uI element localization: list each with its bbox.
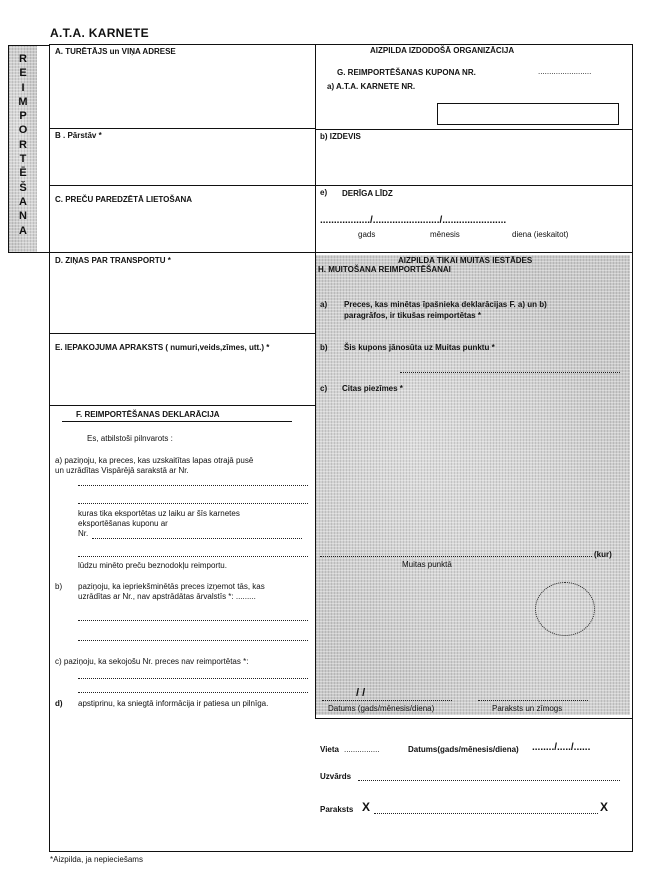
decl-k-dot[interactable] xyxy=(92,538,302,539)
decl-a-line1: a) paziņoju, ka preces, kas uzskaitītas lapas otrajā pusē xyxy=(55,456,254,465)
footnote: *Aizpilda, ja nepieciešams xyxy=(50,855,143,864)
customs-header: AIZPILDA TIKAI MUITAS IESTĀDES xyxy=(398,256,533,265)
section-c-label: C. PREČU PAREDZĒTĀ LIETOŠANA xyxy=(55,195,193,204)
customs-date-marks[interactable]: / / xyxy=(356,687,366,699)
g-dots: ........................ xyxy=(538,67,592,76)
decl-intro: Es, atbilstoši pilnvarots : xyxy=(87,434,173,443)
decl-title: F. REIMPORTĒŠANAS DEKLARĀCIJA xyxy=(76,410,220,419)
issuer-header: AIZPILDA IZDODOŠĀ ORGANIZĀCIJA xyxy=(370,46,515,55)
decl-ludzu: lūdzu minēto preču beznodokļu reimportu. xyxy=(78,561,227,570)
customs-date-dotline xyxy=(322,700,452,701)
valid-until-date-line[interactable]: ................../......................../....................... xyxy=(320,215,507,226)
line-customs-bottom xyxy=(315,718,633,719)
decl-k-line3: Nr. xyxy=(78,529,89,538)
h-b-letter: b) xyxy=(320,343,328,352)
h-c-letter: c) xyxy=(320,384,328,393)
h-c-text: Citas piezīmes * xyxy=(342,384,403,393)
place-label: Vieta xyxy=(320,745,339,754)
transport-field[interactable] xyxy=(52,268,312,330)
signature-x-right: X xyxy=(600,800,609,814)
side-label-reimportesana: R E I M P O R T Ē Š A N A xyxy=(18,53,28,237)
h-a-letter: a) xyxy=(320,300,328,309)
decl-c-dot2[interactable] xyxy=(78,692,308,693)
h-b-text: Šis kupons jānosūta uz Muitas punktu * xyxy=(344,343,495,352)
kur-label: (kur) xyxy=(594,550,612,559)
customs-shade xyxy=(316,255,630,715)
decl-k-line1: kuras tika eksportētas uz laiku ar šīs karnetes xyxy=(78,509,240,518)
customs-sign-label: Paraksts un zīmogs xyxy=(492,704,563,713)
gb-label: b) IZDEVIS xyxy=(320,132,361,141)
decl-d-text: apstiprinu, ka sniegtā informācija ir patiesa un pilnīga. xyxy=(78,699,269,708)
section-b-label: B . Pārstāv * xyxy=(55,131,102,140)
line-c xyxy=(49,252,633,253)
decl-b-dot2[interactable] xyxy=(78,640,308,641)
g-label: G. REIMPORTĒŠANAS KUPONA NR. xyxy=(337,68,476,77)
line-a xyxy=(49,128,315,129)
ge-letter: e) xyxy=(320,188,328,197)
surname-label: Uzvārds xyxy=(320,772,352,781)
represented-by-field[interactable] xyxy=(52,143,312,183)
section-a-label: A. TURĒTĀJS un VIŅA ADRESE xyxy=(55,47,176,56)
section-e-label: E. IEPAKOJUMA APRAKSTS ( numuri,veids,zīmes, utt.) * xyxy=(55,343,270,352)
decl-k-dot2[interactable] xyxy=(78,556,308,557)
line-d xyxy=(49,333,315,334)
decl-d-letter: d) xyxy=(55,699,63,708)
ge-label: DERĪGA LĪDZ xyxy=(342,189,393,198)
h-label: H. MUITOŠANA REIMPORTĒŠANAI xyxy=(318,265,451,274)
packing-field[interactable] xyxy=(52,356,312,402)
ga-label: a) A.T.A. KARNETE NR. xyxy=(327,82,416,91)
page-title: A.T.A. KARNETE xyxy=(50,26,149,40)
decl-c-dot1[interactable] xyxy=(78,678,308,679)
customs-sign-dotline[interactable] xyxy=(478,700,588,701)
line-gb xyxy=(315,185,633,186)
line-b xyxy=(49,185,315,186)
place-dots[interactable]: ................ xyxy=(344,745,380,754)
date-marks[interactable]: ......../...../...... xyxy=(532,742,591,753)
signature-label: Paraksts xyxy=(320,805,354,814)
decl-a-dot2[interactable] xyxy=(78,503,308,504)
signature-x-left: X xyxy=(362,800,371,814)
year-label: gads xyxy=(358,230,376,239)
h-a-line2: paragrāfos, ir tikušas reimportētas * xyxy=(344,311,481,320)
decl-b-line2: uzrādītas ar Nr., nav apstrādātas ārvalstīs *: ......... xyxy=(78,592,256,601)
holder-address-field[interactable] xyxy=(52,60,312,126)
signature-dotline[interactable] xyxy=(374,813,598,814)
month-label: mēnesis xyxy=(430,230,460,239)
center-divider xyxy=(315,44,316,719)
decl-k-line2: eksportēšanas kuponu ar xyxy=(78,519,168,528)
kur-dotline[interactable] xyxy=(320,556,592,557)
date-label: Datums(gads/mēnesis/diena) xyxy=(408,745,519,754)
decl-b-line1: paziņoju, ka iepriekšminētās preces izņemot tās, kas xyxy=(78,582,265,591)
surname-dotline[interactable] xyxy=(358,780,620,781)
carnet-number-input[interactable] xyxy=(437,103,619,125)
decl-c-line1: c) paziņoju, ka sekojošu Nr. preces nav reimportētas *: xyxy=(55,657,249,666)
section-d-label: D. ZIŅAS PAR TRANSPORTU * xyxy=(55,256,171,265)
customs-date-label: Datums (gads/mēnesis/diena) xyxy=(328,704,435,713)
issued-by-field[interactable] xyxy=(318,144,630,184)
h-b-dotline[interactable] xyxy=(400,372,620,373)
customs-office-label: Muitas punktā xyxy=(402,560,452,569)
line-e xyxy=(49,405,315,406)
decl-title-underline xyxy=(62,421,292,422)
day-label: diena (ieskaitot) xyxy=(512,230,569,239)
decl-b-letter: b) xyxy=(55,582,63,591)
decl-b-dot1[interactable] xyxy=(78,620,308,621)
stamp-circle xyxy=(535,582,595,636)
h-a-line1: Preces, kas minētas īpašnieka deklarācijas F. a) un b) xyxy=(344,300,547,309)
decl-a-dot1[interactable] xyxy=(78,485,308,486)
decl-a-line2: un uzrādītas Vispārējā sarakstā ar Nr. xyxy=(55,466,189,475)
intended-use-field[interactable] xyxy=(52,208,312,250)
